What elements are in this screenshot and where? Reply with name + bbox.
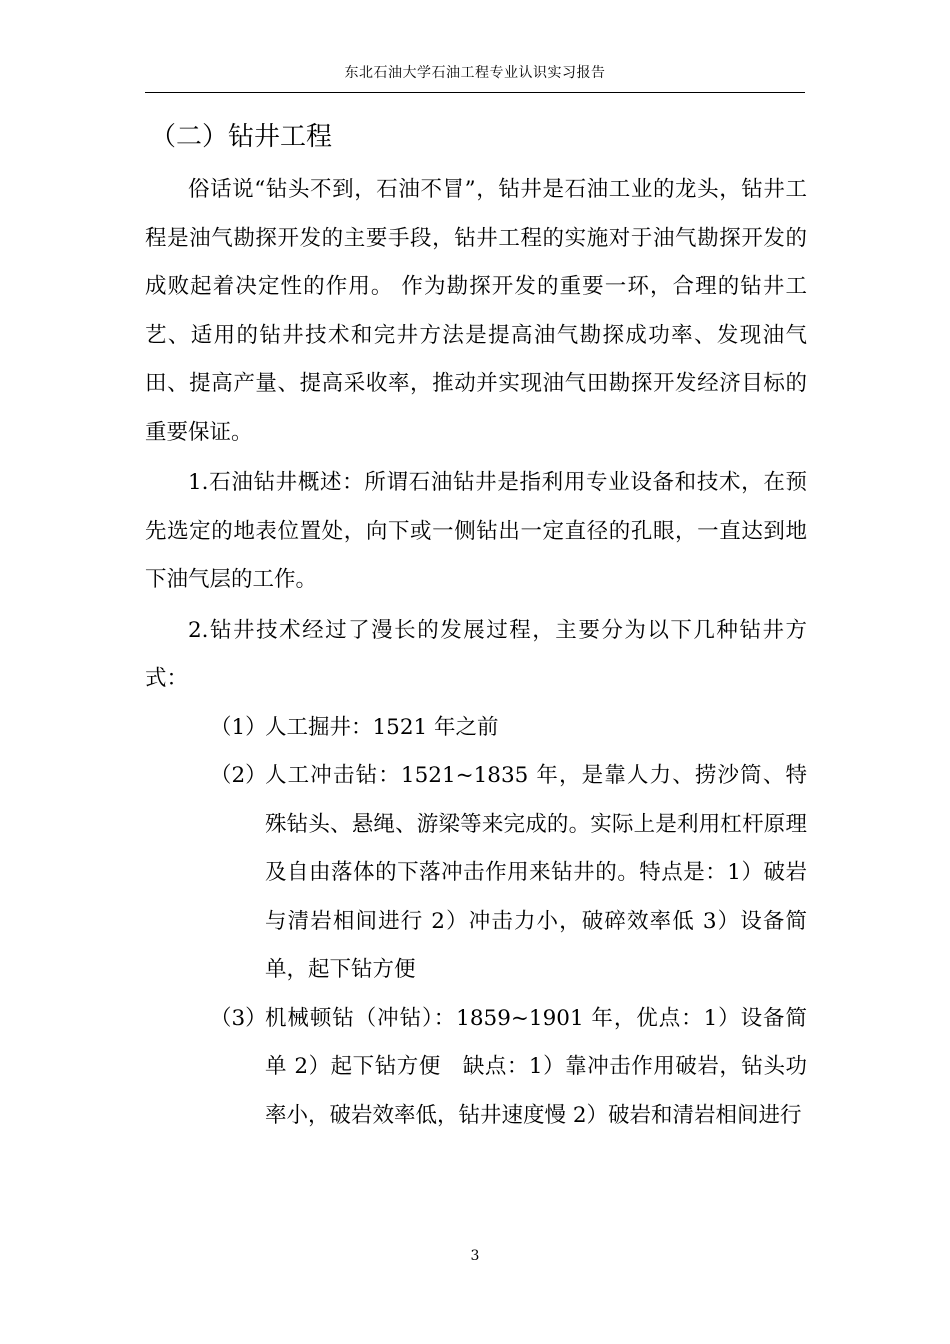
page-number: 3 [470,1248,480,1264]
list-item-text: 人工冲击钻：1521~1835 年，是靠人力、捞沙筒、特殊钻头、悬绳、游梁等来完成的。实际上是利用杠杆原理及自由落体的下落冲击作用来钻井的。特点是：1）破岩与清岩相间进行 2）冲击力小，破碎效率低 3）设备简单，起下钻方便 [265,763,807,982]
section-title: （二）钻井工程 [150,122,333,152]
paragraph-overview: 1.石油钻井概述：所谓石油钻井是指利用专业设备和技术，在预先选定的地表位置处，向下或一侧钻出一定直径的孔眼，一直达到地下油气层的工作。 [145,470,807,592]
list-item [145,704,807,753]
document-body [145,166,807,1140]
page-header: 东北石油大学石油工程专业认识实习报告 [344,65,606,81]
paragraph-methods: 2.钻井技术经过了漫长的发展过程，主要分为以下几种钻井方式： [145,617,807,691]
paragraph-intro: 俗话说“钻头不到，石油不冒”，钻井是石油工业的龙头，钻井工程是油气勘探开发的主要手段，钻井工程的实施对于油气勘探开发的成败起着决定性的作用。 作为勘探开发的重要一环，合理的钻井工艺、适用的钻井技术和完井方法是提高油气勘探成功率、发现油气田、提高产量、提高采收率，推动并实现油气田勘探开发经济目标的重要保证。 [145,177,807,445]
list-item-text: 人工掘井：1521 年之前 [265,714,499,740]
list-item [145,752,807,995]
list-item-number: （1） [210,714,267,740]
header-rule [145,92,805,93]
list-item-text: 机械顿钻（冲钻）：1859~1901 年，优点：1）设备简单 2）起下钻方便 缺点：1）靠冲击作用破岩，钻头功率小，破岩效率低，钻井速度慢 2）破岩和清岩相间进行 [265,1005,807,1128]
list-item-number: （2） [210,763,267,788]
list-item-number: （3） [210,1005,267,1031]
list-item [145,995,807,1141]
